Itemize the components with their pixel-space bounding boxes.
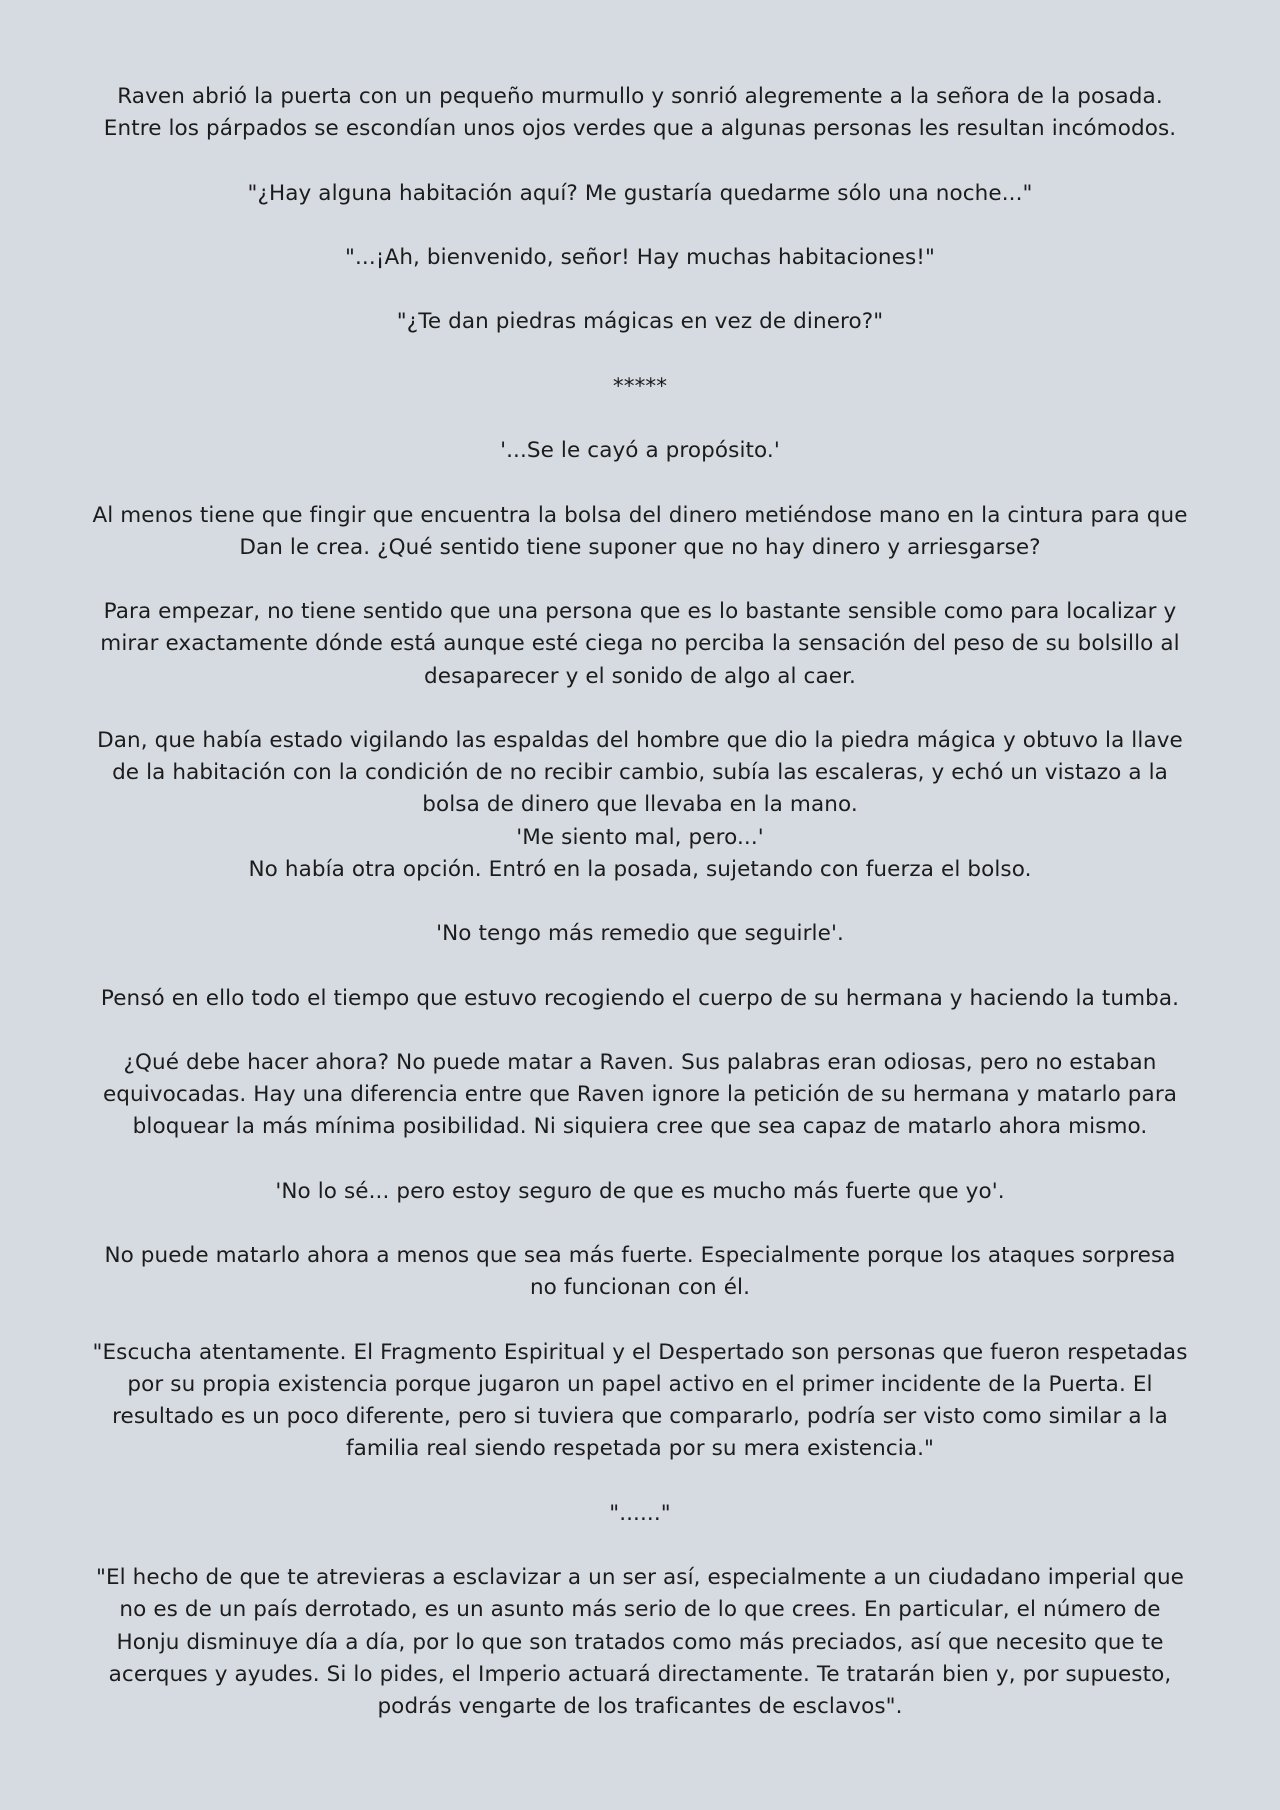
paragraph: Raven abrió la puerta con un pequeño murmullo y sonrió alegremente a la señora de la posada. Entre los párpados se escondían unos ojos verdes que a algunas personas les resultan incómodos.	[103, 84, 1177, 142]
paragraph: '...Se le cayó a propósito.'	[500, 438, 780, 464]
paragraph: 'No lo sé... pero estoy seguro de que es mucho más fuerte que yo'.	[275, 1178, 1005, 1204]
paragraph: "Escucha atentamente. El Fragmento Espiritual y el Despertado son personas que fueron respetadas por su propia existencia porque jugaron un papel activo en el primer incidente de la Puerta. El resultado es un poco diferente, pero si tuviera que compararlo, podría ser visto como similar a la familia real siendo respetada por su mera existencia."	[92, 1339, 1188, 1462]
paragraph: Al menos tiene que fingir que encuentra la bolsa del dinero metiéndose mano en la cintura para que Dan le crea. ¿Qué sentido tiene suponer que no hay dinero y arriesgarse?	[92, 502, 1188, 560]
scene-break: *****	[612, 373, 668, 399]
paragraph: 'No tengo más remedio que seguirle'.	[436, 921, 844, 947]
paragraph: Pensó en ello todo el tiempo que estuvo recogiendo el cuerpo de su hermana y haciendo la tumba.	[100, 985, 1180, 1011]
paragraph: Dan, que había estado vigilando las espaldas del hombre que dio la piedra mágica y obtuvo la llave de la habitación con la condición de no recibir cambio, subía las escaleras, y echó un vistazo a la bolsa de dinero que llevaba en la mano. 'Me siento mal, pero...' No había otra opción. Entró en la posada, sujetando con fuerza el bolso.	[97, 727, 1183, 882]
paragraph: ¿Qué debe hacer ahora? No puede matar a Raven. Sus palabras eran odiosas, pero no estaban equivocadas. Hay una diferencia entre que Raven ignore la petición de su hermana y matarlo para bloquear la más mínima posibilidad. Ni siquiera cree que sea capaz de matarlo ahora mismo.	[102, 1049, 1178, 1140]
paragraph: "¿Te dan piedras mágicas en vez de dinero?"	[396, 309, 884, 335]
paragraph: "...¡Ah, bienvenido, señor! Hay muchas habitaciones!"	[345, 244, 935, 270]
paragraph: No puede matarlo ahora a menos que sea más fuerte. Especialmente porque los ataques sorpresa no funcionan con él.	[104, 1243, 1176, 1301]
paragraph: "El hecho de que te atrevieras a esclavizar a un ser así, especialmente a un ciudadano imperial que no es de un país derrotado, es un asunto más serio de lo que crees. En particular, el número de Honju disminuye día a día, por lo que son tratados como más preciados, así que necesito que te acerques y ayudes. Si lo pides, el Imperio actuará directamente. Te tratarán bien y, por supuesto, podrás vengarte de los traficantes de esclavos".	[95, 1565, 1185, 1719]
paragraph: Para empezar, no tiene sentido que una persona que es lo bastante sensible como para localizar y mirar exactamente dónde está aunque esté ciega no perciba la sensación del peso de su bolsillo al desaparecer y el sonido de algo al caer.	[100, 599, 1180, 689]
paragraph: "¿Hay alguna habitación aquí? Me gustaría quedarme sólo una noche..."	[247, 180, 1033, 206]
story-text	[70, 81, 1210, 1723]
paragraph: "......"	[609, 1500, 671, 1526]
